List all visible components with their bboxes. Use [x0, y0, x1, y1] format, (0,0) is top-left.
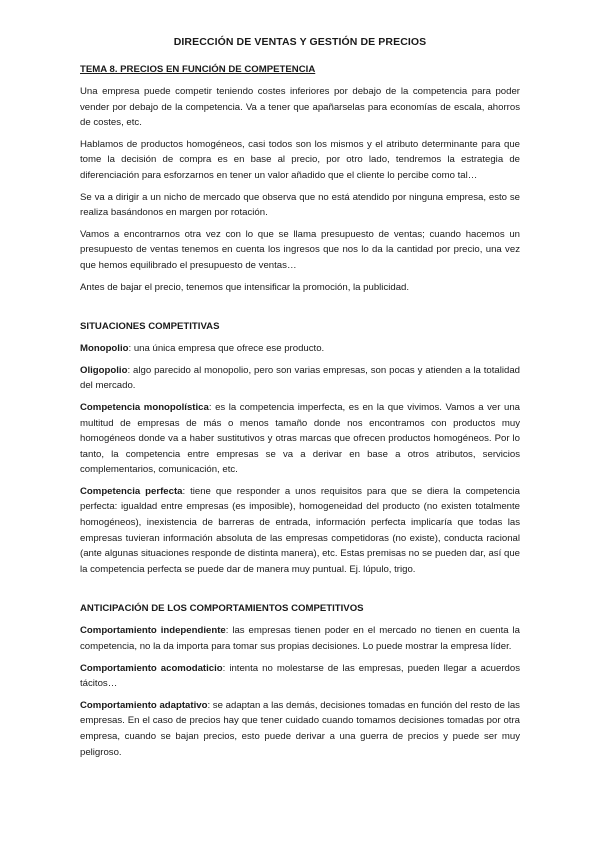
- definition-term: Oligopolio: [80, 364, 128, 376]
- definition-item: [80, 363, 520, 394]
- definition-item: [80, 623, 520, 654]
- definition-item: [80, 698, 520, 760]
- section-heading-tema8: TEMA 8. PRECIOS EN FUNCIÓN DE COMPETENCIA: [80, 64, 316, 75]
- section-heading-situaciones: SITUACIONES COMPETITIVAS: [80, 321, 220, 333]
- definition-item: [80, 484, 520, 578]
- definition-text: : intenta no molestarse de las empresas, pueden llegar a acuerdos tácitos…: [80, 662, 520, 690]
- document-title: DIRECCIÓN DE VENTAS Y GESTIÓN DE PRECIOS: [173, 36, 427, 48]
- definition-term: Competencia perfecta: [80, 485, 183, 497]
- definition-term: Comportamiento acomodaticio: [80, 662, 223, 674]
- definition-text: : tiene que responder a unos requisitos para que se diera la competencia perfecta: igualdad entre empresas (es imposible), homogeneidad del producto (no existen totalmente homogéneos), inexistencia de barreras de entrada, información perfecta implicaría que todas las empresas tuvieran información absoluta de las empresas competidoras (no existe), conducta racional (ante algunas situaciones responde de distinta manera), etc. Estas premisas no se pueden dar, así que la competencia perfecta se puede dar de manera muy puntual. Ej. lúpulo, trigo.: [80, 485, 520, 575]
- paragraph: Una empresa puede competir teniendo costes inferiores por debajo de la competencia para poder vender por debajo de la competencia. Va a tener que apañarselas para economías de escala, ahorros de costes, etc.: [80, 86, 520, 129]
- paragraph: Hablamos de productos homogéneos, casi todos son los mismos y el atributo determinante para que tome la decisión de compra es en base al precio, por otro lado, tendremos la estrategia de diferenciación para esforzarnos en tener un valor añadido que el cliente lo percibe como tal…: [80, 138, 520, 181]
- definition-text: : las empresas tienen poder en el mercado no tienen en cuenta la competencia, no la da importa para tomar sus propias decisiones. Lo puede mostrar la empresa líder.: [80, 625, 520, 653]
- definition-term: Competencia monopolística: [80, 401, 209, 413]
- definition-item: [80, 341, 520, 357]
- definition-text: : una única empresa que ofrece ese producto.: [128, 343, 325, 355]
- paragraph: Antes de bajar el precio, tenemos que intensificar la promoción, la publicidad.: [80, 281, 410, 293]
- definition-item: [80, 400, 520, 478]
- document-page: [80, 36, 520, 766]
- paragraph: Se va a dirigir a un nicho de mercado que observa que no está atendido por ninguna empresa, esto se realiza basándonos en margen por rotación.: [80, 191, 520, 219]
- definition-text: : es la competencia imperfecta, es en la que vivimos. Vamos a ver una multitud de empresas de más o menos tamaño donde nos encontramos con productos muy homogéneos donde va a haber sustitutivos y otras marcas que ofrecen productos homogéneos. Por lo tanto, la competencia entre empresas se va a derivar en base a otros atributos, servicios complementarios, comunicación, etc.: [80, 401, 520, 476]
- definition-term: Comportamiento adaptativo: [80, 699, 208, 711]
- definition-text: : se adaptan a las demás, decisiones tomadas en función del resto de las empresas. En el caso de precios hay que tener cuidado cuando tomamos decisiones tomadas por otra empresa, cuando se bajan precios, esto puede derivar a una guerra de precios y puede ser muy peligroso.: [80, 699, 520, 758]
- definition-item: [80, 661, 520, 692]
- definition-term: Monopolio: [80, 343, 129, 355]
- definition-text: : algo parecido al monopolio, pero son varias empresas, son pocas y atienden a la totalidad del mercado.: [80, 364, 520, 392]
- definition-term: Comportamiento independiente: [80, 625, 226, 637]
- section-heading-anticipacion: ANTICIPACIÓN DE LOS COMPORTAMIENTOS COMPETITIVOS: [80, 603, 364, 615]
- paragraph: Vamos a encontrarnos otra vez con lo que se llama presupuesto de ventas; cuando hacemos un presupuesto de ventas tenemos en cuenta los ingresos que nos lo da la cantidad por precio, una vez que hemos equilibrado el presupuesto de ventas…: [80, 228, 520, 271]
